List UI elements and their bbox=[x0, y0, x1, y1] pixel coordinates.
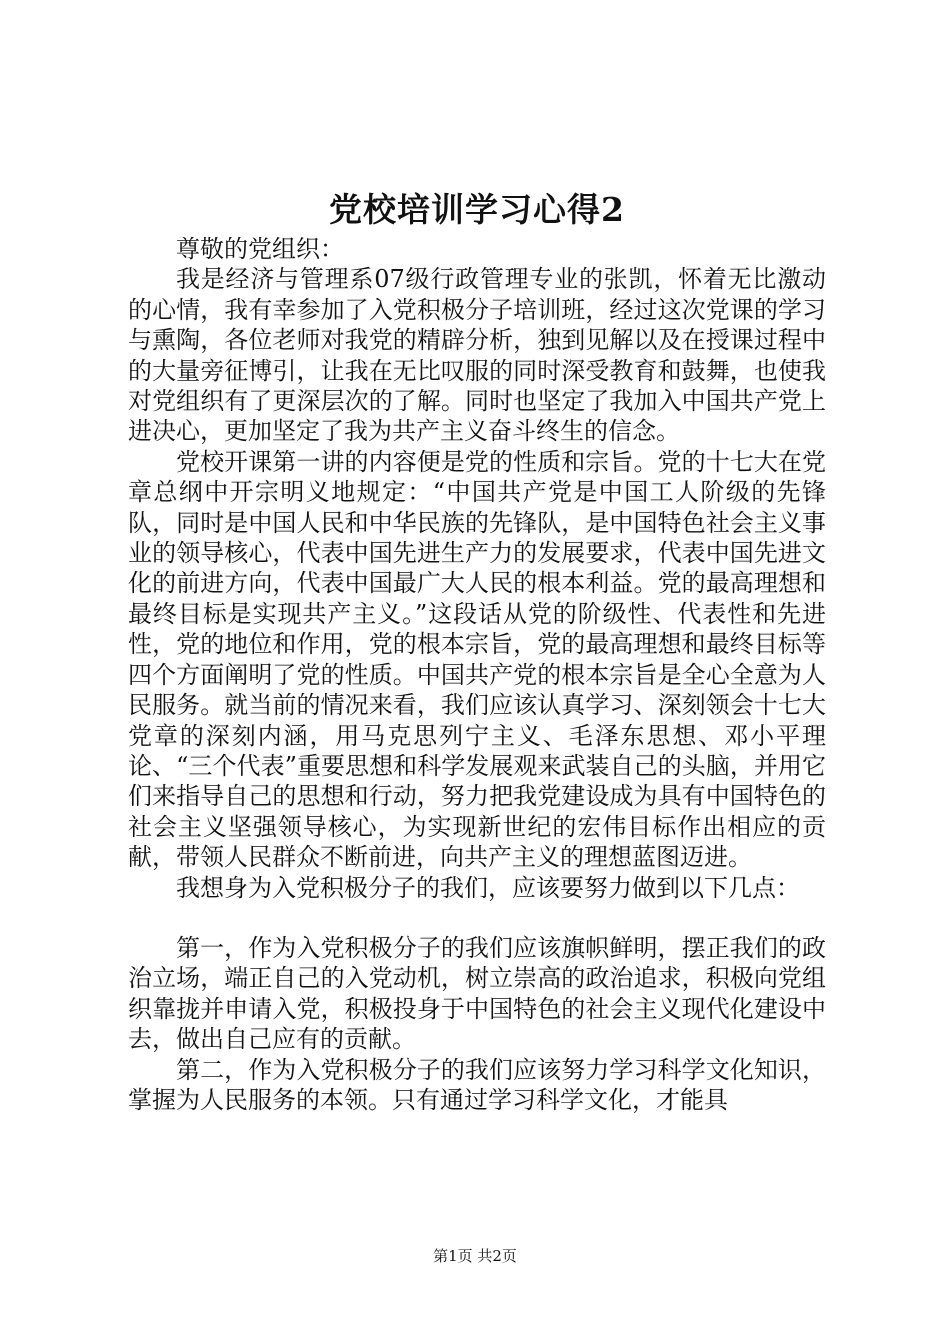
paragraph-point-two: 第二，作为入党积极分子的我们应该努力学习科学文化知识，掌握为人民服务的本领。只有通过学习科学文化，才能具 bbox=[128, 1055, 826, 1114]
paragraph-party-nature: 党校开课第一讲的内容便是党的性质和宗旨。党的十七大在党章总纲中开宗明义地规定：“中国共产党是中国工人阶级的先锋队，同时是中国人民和中华民族的先锋队，是中国特色社会主义事业的领导核心，代表中国先进生产力的发展要求，代表中国先进文化的前进方向，代表中国最广大人民的根本利益。党的最高理想和最终目标是实现共产主义。”这段话从党的阶级性、代表性和先进性，党的地位和作用，党的根本宗旨，党的最高理想和最终目标等四个方面阐明了党的性质。中国共产党的根本宗旨是全心全意为人民服务。就当前的情况来看，我们应该认真学习、深刻领会十七大党章的深刻内涵，用马克思列宁主义、毛泽东思想、邓小平理论、“三个代表”重要思想和科学发展观来武装自己的头脑，并用它们来指导自己的思想和行动，努力把我党建设成为具有中国特色的社会主义坚强领导核心，为实现新世纪的宏伟目标作出相应的贡献，带领人民群众不断前进，向共产主义的理想蓝图迈进。 bbox=[128, 447, 826, 872]
document-page bbox=[128, 0, 826, 1115]
paragraph-gap bbox=[128, 903, 826, 933]
page-footer: 第1页 共2页 bbox=[433, 1247, 517, 1265]
document-body bbox=[128, 234, 826, 1115]
paragraph-intro: 我是经济与管理系07级行政管理专业的张凯，怀着无比激动的心情，我有幸参加了入党积极分子培训班，经过这次党课的学习与熏陶，各位老师对我党的精辟分析，独到见解以及在授课过程中的大量旁征博引，让我在无比叹服的同时深受教育和鼓舞，也使我对党组织有了更深层次的了解。同时也坚定了我加入中国共产党上进决心，更加坚定了我为共产主义奋斗终生的信念。 bbox=[128, 265, 826, 446]
paragraph-points-intro: 我想身为入党积极分子的我们，应该要努力做到以下几点： bbox=[176, 873, 800, 902]
paragraph-point-one: 第一，作为入党积极分子的我们应该旗帜鲜明，摆正我们的政治立场，端正自己的入党动机，树立崇高的政治追求，积极向党组织靠拢并申请入党，积极投身于中国特色的社会主义现代化建设中去，做出自己应有的贡献。 bbox=[128, 933, 826, 1054]
salutation: 尊敬的党组织： bbox=[176, 235, 344, 263]
document-title: 党校培训学习心得2 bbox=[329, 190, 625, 229]
